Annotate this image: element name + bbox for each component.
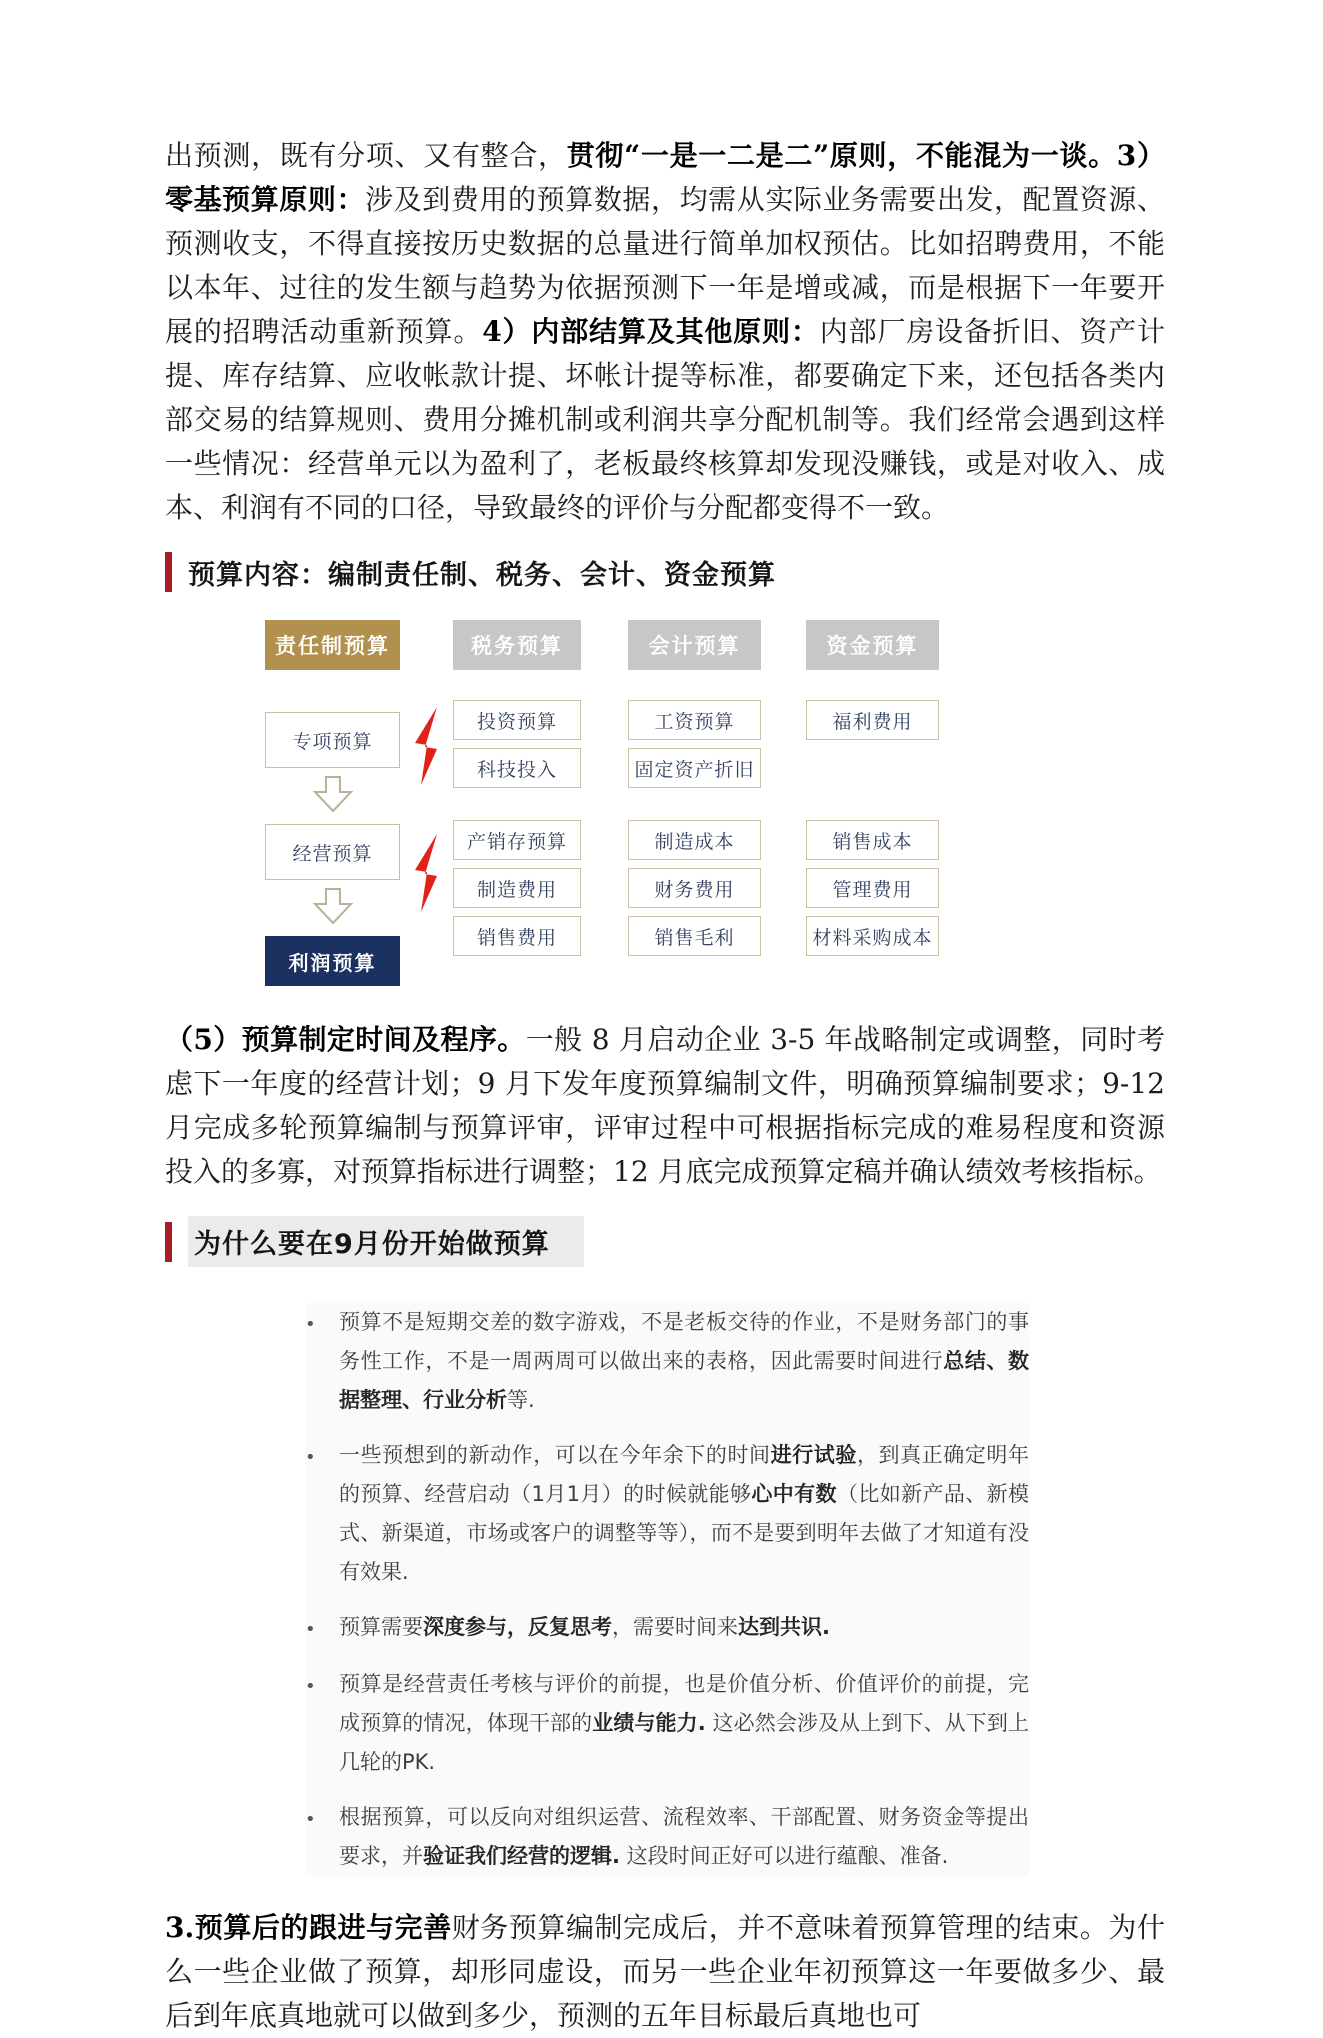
- bullet-item: [305, 1303, 1029, 1420]
- budget-box-manufacturing-expense: 制造费用: [453, 868, 581, 908]
- budget-box-welfare-expense: 福利费用: [806, 700, 939, 740]
- bullet-dot: •: [305, 1619, 316, 1640]
- bullet-text: 预算是经营责任考核与评价的前提，也是价值分析、价值评价的前提，完成预算的情况，体现干部的业绩与能力. 这必然会涉及从上到下、从下到上几轮的PK.: [339, 1672, 1029, 1774]
- budget-content-diagram: [165, 620, 1165, 1002]
- bullet-text: 预算不是短期交差的数字游戏，不是老板交待的作业，不是财务部门的事务性工作，不是一周两周可以做出来的表格，因此需要时间进行总结、数据整理、行业分析等.: [339, 1310, 1030, 1412]
- document-content: [165, 0, 1165, 2038]
- hollow-down-arrow-icon: [311, 888, 355, 928]
- budget-box-admin-expense: 管理费用: [806, 868, 939, 908]
- bullet-text: 一些预想到的新动作，可以在今年余下的时间进行试验，到真正确定明年的预算、经营启动（1月1月）的时候就能够心中有数（比如新产品、新模式、新渠道，市场或客户的调整等等），而不是要到明年去做了才知道有没有效果.: [339, 1443, 1030, 1584]
- section-header-budget-content: [165, 552, 1165, 592]
- budget-box-fixed-asset-depreciation: 固定资产折旧: [628, 748, 761, 788]
- red-accent-bar: [165, 1222, 172, 1262]
- paragraph-budget-principles: 出预测，既有分项、又有整合，贯彻“一是一二是二”原则，不能混为一谈。3）零基预算原则：涉及到费用的预算数据，均需从实际业务需要出发，配置资源、预测收支，不得直接按历史数据的总量进行简单加权预估。比如招聘费用，不能以本年、过往的发生额与趋势为依据预测下一年是增或减，而是根据下一年要开展的招聘活动重新预算。4）内部结算及其他原则：内部厂房设备折旧、资产计提、库存结算、应收帐款计提、坏帐计提等标准，都要确定下来，还包括各类内部交易的结算规则、费用分摊机制或利润共享分配机制等。我们经常会遇到这样一些情况：经营单元以为盈利了，老板最终核算却发现没赚钱，或是对收入、成本、利润有不同的口径，导致最终的评价与分配都变得不一致。: [165, 139, 1165, 524]
- red-arrow-icon: [411, 832, 439, 918]
- diagram-header-accounting-budget: 会计预算: [628, 620, 761, 670]
- section-header-why-september: [165, 1216, 1165, 1267]
- bullet-item: [305, 1608, 1029, 1649]
- diagram-header-responsibility-budget: 责任制预算: [265, 620, 400, 670]
- budget-box-investment: 投资预算: [453, 700, 581, 740]
- budget-box-selling-expense: 销售费用: [453, 916, 581, 956]
- paragraph-budget-timing: （5）预算制定时间及程序。一般 8 月启动企业 3-5 年战略制定或调整，同时考虑下一年度的经营计划；9 月下发年度预算编制文件，明确预算编制要求；9-12 月完成多轮预算编制与预算评审，评审过程中可根据指标完成的难易程度和资源投入的多寡，对预算指标进行调整；12 月底完成预算定稿并确认绩效考核指标。: [165, 1023, 1165, 1188]
- bullet-dot: •: [305, 1314, 316, 1335]
- section-title-why-september: 为什么要在9月份开始做预算: [188, 1216, 584, 1267]
- bullet-text: 根据预算，可以反向对组织运营、流程效率、干部配置、财务资金等提出要求，并验证我们经营的逻辑. 这段时间正好可以进行蕴酿、准备.: [339, 1805, 1029, 1868]
- bullet-dot: •: [305, 1809, 316, 1830]
- budget-box-tech-input: 科技投入: [453, 748, 581, 788]
- budget-box-finance-expense: 财务费用: [628, 868, 761, 908]
- bullet-dot: •: [305, 1447, 316, 1468]
- budget-box-wage: 工资预算: [628, 700, 761, 740]
- bullet-item: [305, 1798, 1029, 1876]
- red-arrow-icon: [411, 705, 439, 791]
- red-accent-bar: [165, 552, 172, 592]
- bullet-item: [305, 1665, 1029, 1782]
- budget-box-manufacturing-cost: 制造成本: [628, 820, 761, 860]
- flow-box-operating-budget: 经营预算: [265, 824, 400, 880]
- bullet-list-why-september: [305, 1303, 1029, 1876]
- bullet-item: [305, 1436, 1029, 1592]
- bullet-dot: •: [305, 1676, 316, 1697]
- hollow-down-arrow-icon: [311, 776, 355, 816]
- diagram-header-tax-budget: 税务预算: [453, 620, 581, 670]
- paragraph-follow-up: 3.预算后的跟进与完善财务预算编制完成后，并不意味着预算管理的结束。为什么一些企业做了预算，却形同虚设，而另一些企业年初预算这一年要做多少、最后到年底真地就可以做到多少，预测的五年目标最后真地也可: [165, 1911, 1165, 2032]
- budget-box-gross-sales-margin: 销售毛利: [628, 916, 761, 956]
- flow-box-profit-budget: 利润预算: [265, 936, 400, 986]
- budget-box-production-sales-inventory: 产销存预算: [453, 820, 581, 860]
- bullet-text: 预算需要深度参与，反复思考，需要时间来达到共识.: [339, 1615, 830, 1639]
- budget-box-cost-of-sales: 销售成本: [806, 820, 939, 860]
- budget-box-material-procurement-cost: 材料采购成本: [806, 916, 939, 956]
- section-title-budget-content: 预算内容：编制责任制、税务、会计、资金预算: [188, 559, 776, 591]
- diagram-header-fund-budget: 资金预算: [806, 620, 939, 670]
- flow-box-special-budget: 专项预算: [265, 712, 400, 768]
